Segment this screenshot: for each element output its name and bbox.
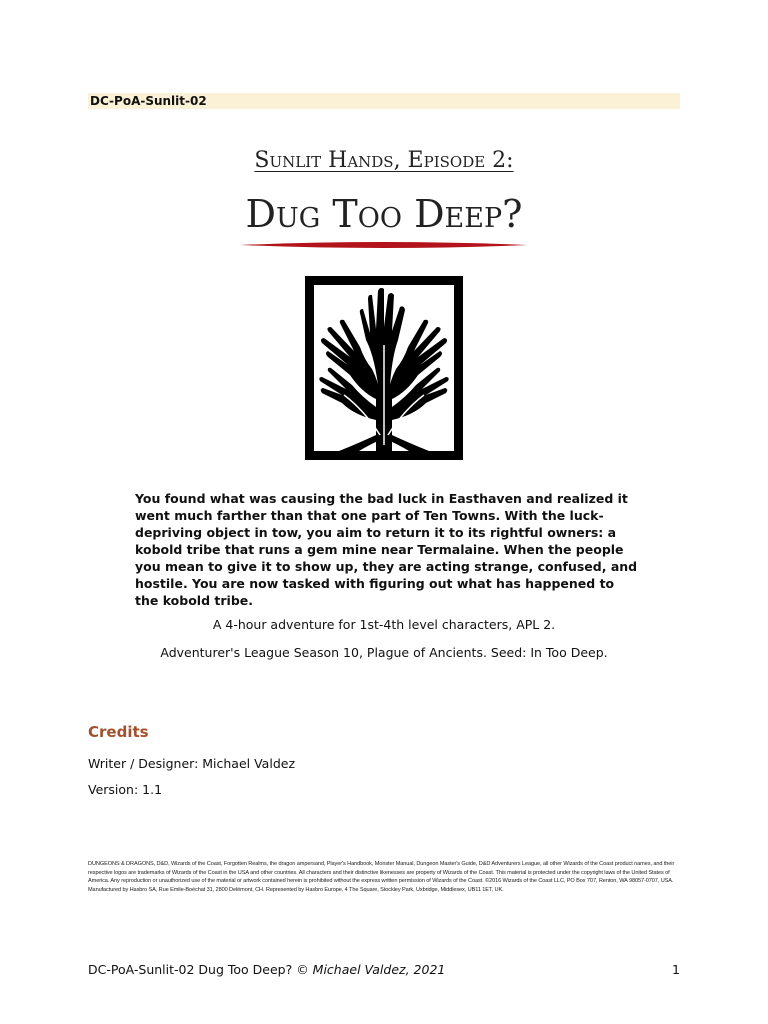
page-number: 1 [672, 962, 680, 977]
version-label: Version: 1.1 [88, 782, 163, 797]
footer-document-label: DC-PoA-Sunlit-02 Dug Too Deep? [88, 962, 293, 977]
writer-designer-credit: Writer / Designer: Michael Valdez [88, 756, 296, 771]
adventure-title: Dug Too Deep? [245, 192, 523, 236]
legal-notice: DUNGEONS & DRAGONS, D&D, Wizards of the Coast, Forgotten Realms, the dragon ampersand, Player's Handbook, Monster Manual, Dungeon Master's Guide, D&D Adventurers League, all other Wizards of the Coast product names, and their respective logos are trademarks of Wizards of the Coast in the USA and other countries. All characters and their distinctive likenesses are property of Wizards of the Coast. This material is protected under the copyright laws of the United States of America. Any reproduction or unauthorized use of the material or artwork contained herein is prohibited without the express written permission of Wizards of the Coast. ©2016 Wizards of the Coast LLC, PO Box 707, Renton, WA 98057-0707, USA. Manufactured by Hasbro SA, Rue Emile-Boéchat 31, 2800 Delémont, CH. Represented by Hasbro Europe, 4 The Square, Stockley Park, Uxbridge, Middlesex, UB11 1ET, UK. [88, 861, 675, 893]
page-footer [88, 962, 445, 977]
adventure-duration-line: A 4-hour adventure for 1st-4th level characters, APL 2. [212, 617, 556, 632]
title-divider [240, 240, 528, 250]
adventure-blurb: You found what was causing the bad luck in Easthaven and realized it went much farther than that one part of Ten Towns. With the luck-depriving object in tow, you aim to return it to its rightful owners: a kobold tribe that runs a gem mine near Termalaine. When the people you mean to give it to show up, they are acting strange, confused, and hostile. You are now tasked with figuring out what has happened to the kobold tribe. [135, 491, 638, 608]
credits-heading: Credits [88, 723, 149, 741]
document-code-header: DC-PoA-Sunlit-02 [88, 93, 680, 109]
hands-tree-icon [305, 276, 463, 460]
season-seed-line: Adventurer's League Season 10, Plague of Ancients. Seed: In Too Deep. [160, 645, 608, 660]
footer-copyright: © Michael Valdez, 2021 [296, 962, 446, 977]
adventure-subtitle: Sunlit Hands, Episode 2: [254, 148, 514, 173]
